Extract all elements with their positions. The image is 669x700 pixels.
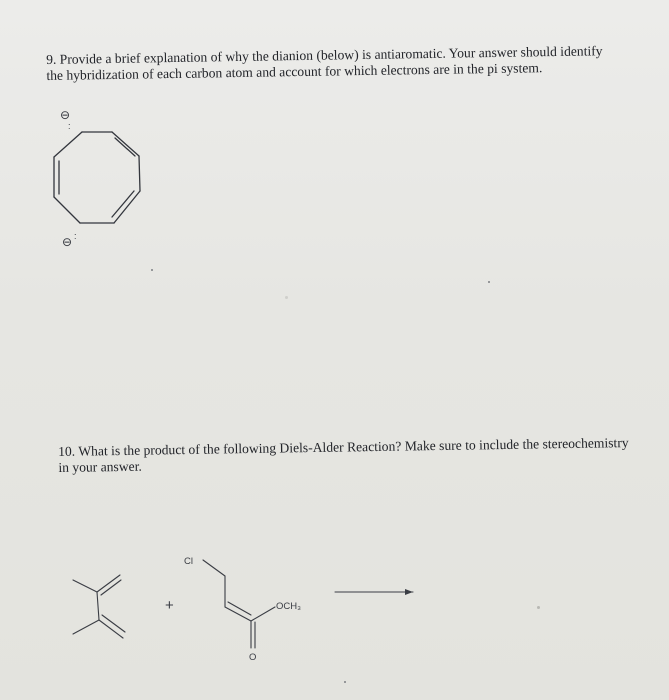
paper-speck [488, 281, 490, 283]
question-10-text [58, 435, 658, 476]
question-9-text [46, 43, 646, 84]
paper-speck [151, 269, 153, 271]
question-10-line-2: in your answer. [58, 458, 142, 475]
question-9-line-2: the hybridization of each carbon atom and account for which electrons are in the pi system. [46, 60, 543, 83]
lone-pair-bottom: : [74, 231, 77, 241]
dienophile-double-bond [225, 607, 251, 621]
diene-central-bond [97, 592, 99, 620]
diene-double-bond-lower-inner [102, 615, 125, 632]
diene-double-bond-lower [99, 620, 123, 638]
paper-speck [344, 681, 346, 683]
lone-pair-top: : [68, 121, 71, 131]
charge-symbol-top: ⊖ [60, 108, 71, 122]
reaction-arrow-head [405, 589, 413, 595]
paper-speck [285, 296, 288, 299]
question-10-line-1: 10. What is the product of the following Diels-Alder Reaction? Make sure to include the stereochemistry [58, 435, 629, 459]
plus-sign: + [165, 597, 174, 614]
dienophile-double-bond-inner [228, 602, 251, 615]
question-9-line-1: 9. Provide a brief explanation of why the dianion (below) is antiaromatic. Your answer should identify [46, 43, 603, 67]
cyclooctatetraene-dianion-structure [40, 105, 170, 255]
diene-methyl-upper-left [73, 580, 97, 592]
carbonyl-oxygen-label: O [249, 652, 257, 663]
diels-alder-reaction-scheme [55, 550, 435, 670]
chlorine-label: Cl [184, 556, 193, 567]
charge-symbol-bottom: ⊖ [62, 235, 73, 249]
paper-speck [537, 606, 540, 609]
carbonyl-carbon-bond [251, 607, 275, 621]
dienophile-chloromethyl-bond [203, 560, 225, 576]
methoxy-label: OCH₃ [276, 601, 301, 612]
diene-methyl-lower-left [73, 620, 99, 634]
